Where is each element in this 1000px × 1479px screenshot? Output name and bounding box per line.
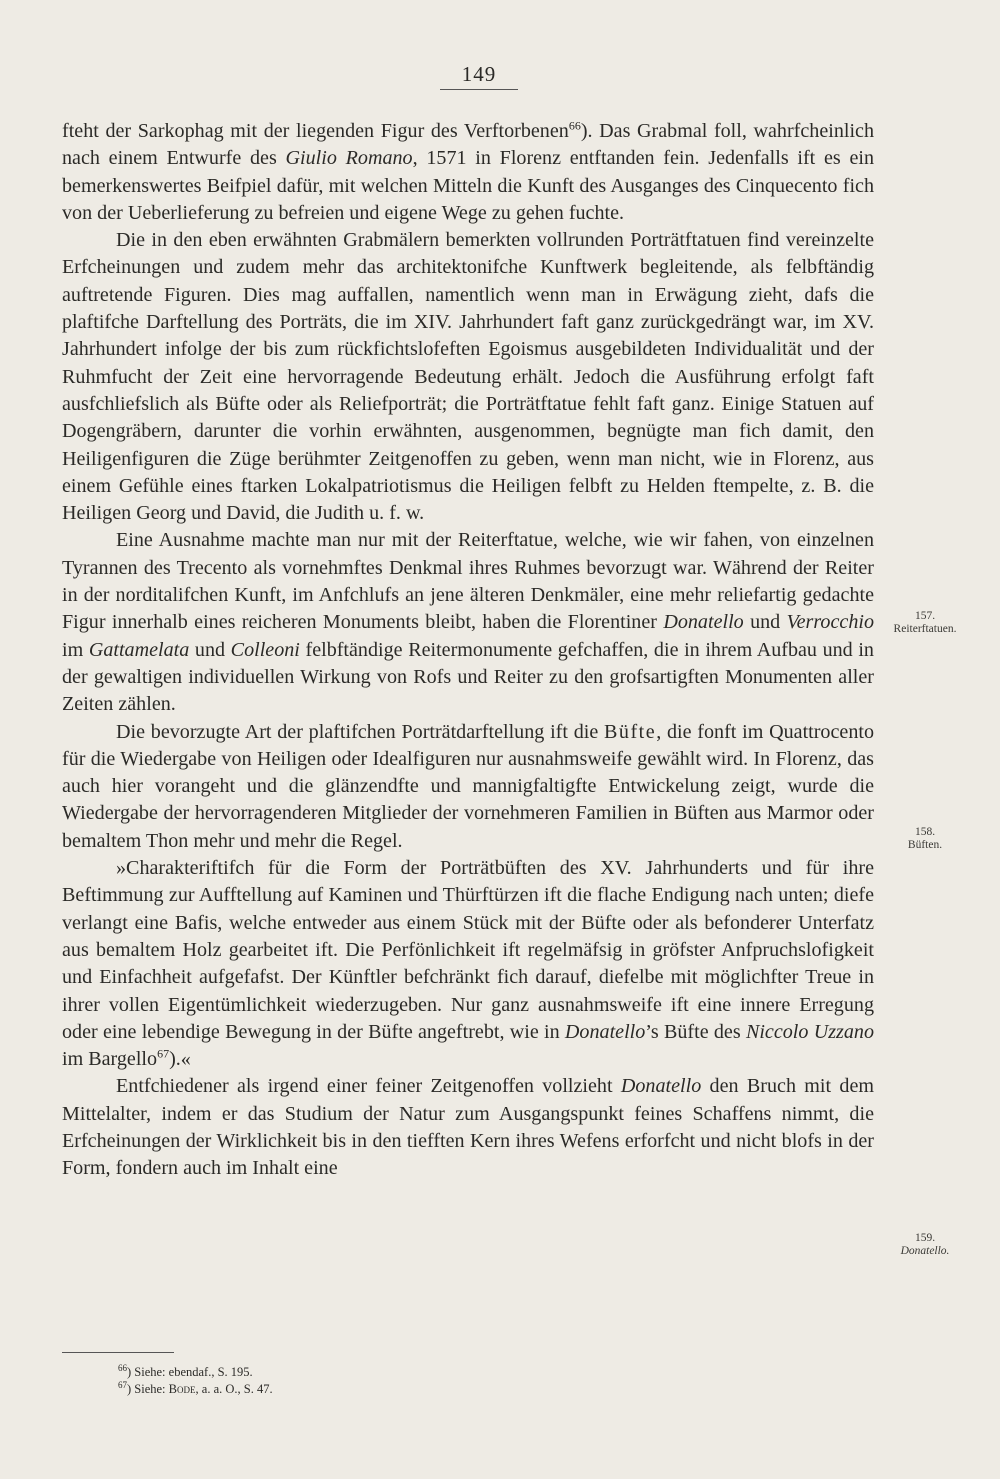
text-run: Die bevorzugte Art der plaftifchen Porträtdarftellung ift die — [116, 720, 605, 743]
text-run: und — [189, 638, 231, 661]
margin-note-donatello — [880, 1232, 970, 1258]
text-run: fteht der Sarkophag mit der liegenden Figur des Verftorbenen — [62, 120, 569, 142]
margin-note-number: 158. — [914, 826, 936, 838]
emphasized-name: Donatello — [663, 611, 744, 634]
margin-note-bueften — [880, 826, 970, 852]
emphasized-name: Colleoni — [230, 638, 300, 661]
text-run: den Bruch mit dem Mittelalter, indem er das Studium der Natur zum Ausgangspunkt feines Schaffens nimmt, die Erfcheinungen der Wirklichkeit bis in den tiefften Kern ihres Wefens erforfcht und nicht blofs in der Form, fondern auch im Inhalt eine — [62, 1075, 874, 1180]
footnote-number: 66 — [118, 1362, 127, 1373]
footnote-number: 67 — [118, 1379, 127, 1390]
footnotes — [118, 1364, 618, 1398]
footnote-divider — [62, 1352, 174, 1353]
margin-note-label: Reiterftatuen. — [893, 623, 957, 635]
text-run: im Bargello — [62, 1048, 158, 1071]
margin-note-label: Büften. — [907, 839, 943, 851]
footnote-reference: 66 — [568, 118, 581, 133]
text-run: , die fonft im Quattrocento für die Wiedergabe von Heiligen oder Idealfiguren nur ausnahmsweife gewählt wird. In Florenz, das auch hier vorangeht und die glänzendfte und mannigfaltigfte Entwickelung zeigt, wurde die Wiedergabe der hervorragenderen Mitglieder der vornehmeren Familien in Büften aus Marmor oder bemaltem Thon mehr und mehr die Regel. — [62, 720, 874, 852]
emphasized-name: Donatello — [564, 1020, 646, 1043]
author-name: Bode — [168, 1382, 196, 1396]
text-run: ). Das Grabmal foll, wahrfcheinlich nach einem Entwurfe des — [62, 120, 874, 170]
margin-note-number: 159. — [914, 1232, 936, 1244]
footnote-text: ) Siehe: ebendaf., S. 195. — [127, 1365, 253, 1379]
margin-note-label: Donatello. — [900, 1245, 950, 1257]
footnote — [118, 1381, 618, 1398]
footnote-text: , a. a. O., S. 47. — [195, 1382, 273, 1396]
emphasized-name: Niccolo Uzzano — [745, 1020, 874, 1043]
margin-note-number: 157. — [914, 610, 936, 622]
text-run: im — [62, 638, 89, 661]
text-run: ).« — [169, 1048, 191, 1071]
body-text — [62, 118, 874, 1183]
text-run: Entfchiedener als irgend einer feiner Zeitgenoffen vollzieht — [116, 1075, 621, 1098]
spaced-term: Büfte — [604, 720, 657, 743]
paragraph — [62, 719, 874, 855]
footnote-reference: 67 — [157, 1046, 170, 1061]
paragraph — [62, 118, 874, 227]
paragraph — [62, 1073, 874, 1182]
footnote — [118, 1364, 618, 1381]
emphasized-name: Verrocchio — [786, 611, 874, 634]
margin-note-reiterstatuen — [880, 610, 970, 636]
paragraph — [62, 527, 874, 718]
emphasized-name: Giulio Romano — [285, 147, 413, 170]
text-run: Eine Ausnahme machte man nur mit der Reiterftatue, welche, wie wir fahen, von einzelnen Tyrannen des Trecento als vornehmftes Denkmal ihres Ruhmes bevorzugt war. Während der Reiter in der norditalifchen Kunft, im Anfchlufs an jene älteren Denkmäler, eine mehr reliefartig gedachte Figur innerhalb eines reicheren Monuments bleibt, haben die Florentiner — [62, 529, 874, 634]
emphasized-name: Gattamelata — [88, 638, 190, 661]
page-number: 149 — [440, 62, 518, 90]
paragraph — [62, 227, 874, 527]
text-run: felbftändige Reitermonumente gefchaffen, die in ihrem Aufbau und in der gewaltigen individuellen Wirkung von Rofs und Reiter zu den grofsartigften Monumenten aller Zeiten zählen. — [62, 638, 874, 716]
footnote-text: ) Siehe: — [127, 1382, 169, 1396]
text-run: und — [743, 611, 787, 634]
paragraph — [62, 855, 874, 1073]
text-run: Die in den eben erwähnten Grabmälern bemerkten vollrunden Porträtftatuen find vereinzelte Erfcheinungen und zudem mehr das architektonifche Kunftwerk begleitende, als felbftändig auftretende Figuren. Dies mag auffallen, namentlich wenn man in Erwägung zieht, dafs die plaftifche Darftellung des Porträts, die im XIV. Jahrhundert faft ganz zurückgedrängt war, im XV. Jahrhundert infolge der bis zum rückfichtslofeften Egoismus ausgebildeten Individualität und der Ruhmfucht der Zeit eine hervorragende Bedeutung erhält. Jedoch die Ausführung erfolgt faft ausfchliefslich als Büfte oder als Reliefporträt; die Porträtftatue fehlt faft ganz. Einige Statuen auf Dogengräbern, darunter die vorhin erwähnten, ausgenommen, begnügte man fich damit, den Heiligenfiguren die Züge berühmter Zeitgenoffen zu geben, wenn man nicht, wie in Florenz, aus einem Gefühle eines ftarken Lokalpatriotismus die Heiligen felbft zu Helden ftempelte, z. B. die Heiligen Georg und David, die Judith u. f. w. — [62, 229, 874, 525]
emphasized-name: Donatello — [620, 1075, 702, 1098]
text-run: , 1571 in Florenz entftanden fein. Jedenfalls ift es ein bemerkenswertes Beifpiel dafür, mit welchen Mitteln die Kunft des Ausganges des Cinquecento fich von der Ueberlieferung zu befreien und eigene Wege zu gehen fuchte. — [62, 147, 874, 224]
text-run: ’s Büfte des — [645, 1020, 746, 1043]
text-run: »Charakteriftifch für die Form der Porträtbüften des XV. Jahrhunderts und für ihre Beftimmung zur Aufftellung auf Kaminen und Thürftürzen ift die flache Endigung nach unten; diefe verlangt eine Bafis, welche entweder aus einem Stück mit der Büfte oder als befonderer Unterfatz aus bemaltem Holz gearbeitet ift. Die Perfönlichkeit ift regelmäfsig in gröfster Anfpruchslofigkeit und Einfachheit aufgefafst. Der Künftler befchränkt fich darauf, diefelbe mit möglichfter Treue in ihrer vollen Eigentümlichkeit wiederzugeben. Nur ganz ausnahmsweife ift eine innere Erregung oder eine lebendige Bewegung in der Büfte angeftrebt, wie in — [62, 857, 874, 1043]
